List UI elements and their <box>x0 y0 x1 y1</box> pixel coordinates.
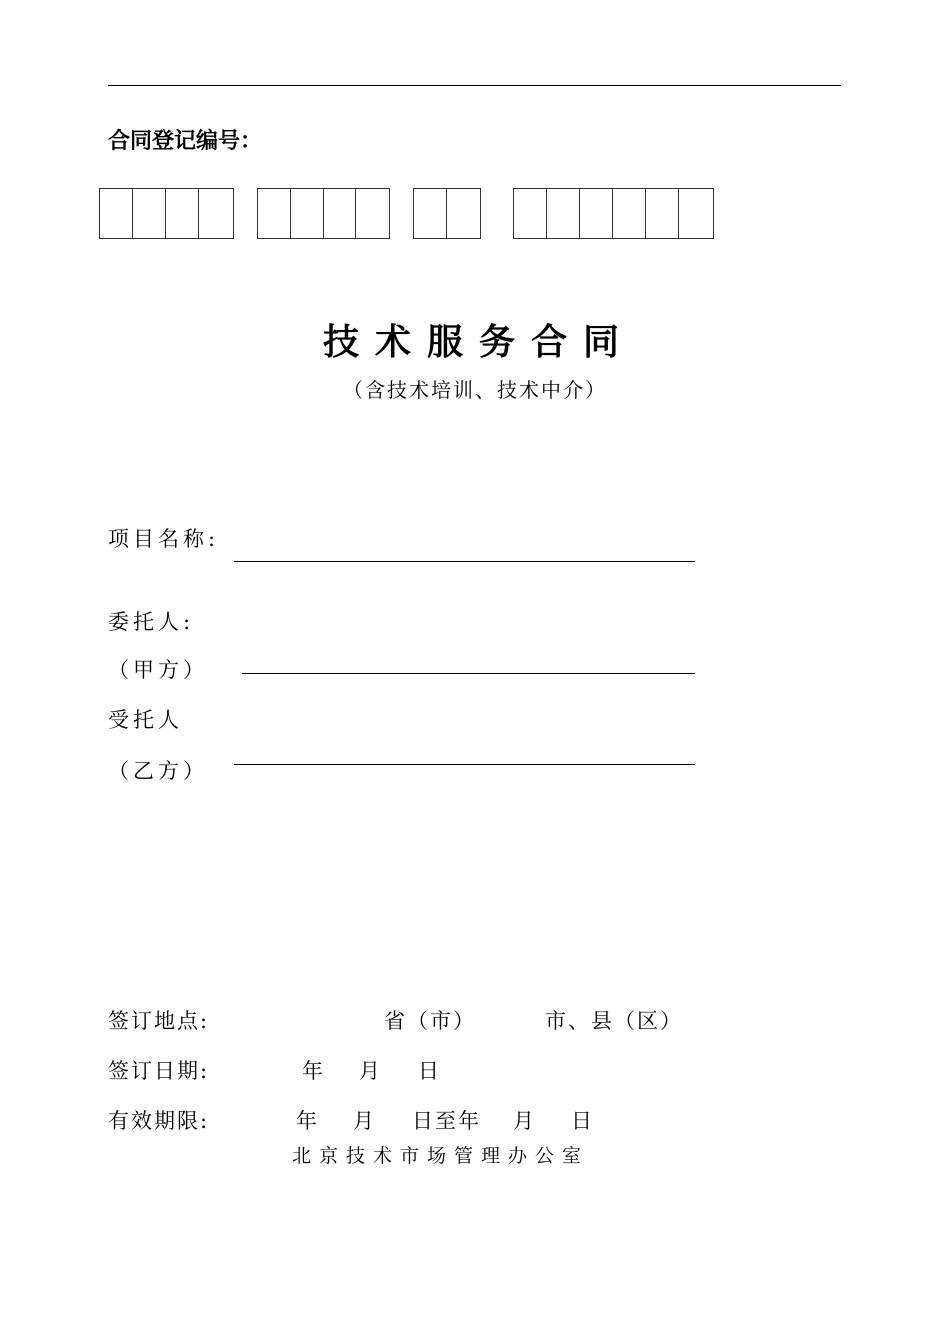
registration-cell[interactable] <box>547 189 580 238</box>
project-name-label: 项目名称: <box>108 527 220 551</box>
validity-day-to-year-text: 日至年 <box>412 1109 481 1133</box>
contractor-label: 受托人 <box>108 708 183 732</box>
registration-cell[interactable] <box>679 189 712 238</box>
registration-cell[interactable] <box>356 189 389 238</box>
day-text: 日 <box>418 1059 441 1083</box>
registration-box-group-4[interactable] <box>513 188 714 239</box>
validity-month2-text: 月 <box>513 1109 536 1133</box>
registration-cell[interactable] <box>133 189 166 238</box>
registration-cell[interactable] <box>100 189 133 238</box>
validity-month-text: 月 <box>353 1109 376 1133</box>
registration-cell[interactable] <box>414 189 447 238</box>
contractor-line[interactable] <box>234 764 695 765</box>
city-county-text: 市、县（区） <box>545 1009 683 1033</box>
month-text: 月 <box>359 1059 382 1083</box>
registration-cell[interactable] <box>199 189 232 238</box>
registration-cell[interactable] <box>580 189 613 238</box>
registration-cell[interactable] <box>646 189 679 238</box>
client-label: 委托人: <box>108 610 195 634</box>
registration-cell[interactable] <box>447 189 480 238</box>
issuing-office: 北京技术市场管理办公室 <box>292 1145 590 1167</box>
province-text: 省（市） <box>384 1009 476 1033</box>
registration-cell[interactable] <box>613 189 646 238</box>
validity-label: 有效期限: <box>108 1109 210 1133</box>
validity-day2-text: 日 <box>571 1109 594 1133</box>
sign-date-label: 签订日期: <box>108 1059 210 1083</box>
document-title: 技术服务合同 <box>322 321 635 363</box>
registration-cell[interactable] <box>166 189 199 238</box>
registration-label: 合同登记编号： <box>108 129 263 154</box>
registration-cell[interactable] <box>291 189 324 238</box>
client-line[interactable] <box>242 673 695 674</box>
project-name-line[interactable] <box>234 561 695 562</box>
top-rule <box>108 85 841 86</box>
contractor-party-label: （乙方） <box>108 759 208 783</box>
registration-cell[interactable] <box>514 189 547 238</box>
registration-box-group-1[interactable] <box>99 188 234 239</box>
registration-cell[interactable] <box>324 189 357 238</box>
year-text: 年 <box>302 1059 325 1083</box>
client-party-label: （甲方） <box>108 658 208 682</box>
registration-cell[interactable] <box>258 189 291 238</box>
sign-place-label: 签订地点: <box>108 1009 210 1033</box>
registration-box-group-3[interactable] <box>413 188 481 239</box>
registration-box-group-2[interactable] <box>257 188 390 239</box>
document-subtitle: （含技术培训、技术中介） <box>343 378 607 402</box>
validity-year-text: 年 <box>296 1109 319 1133</box>
